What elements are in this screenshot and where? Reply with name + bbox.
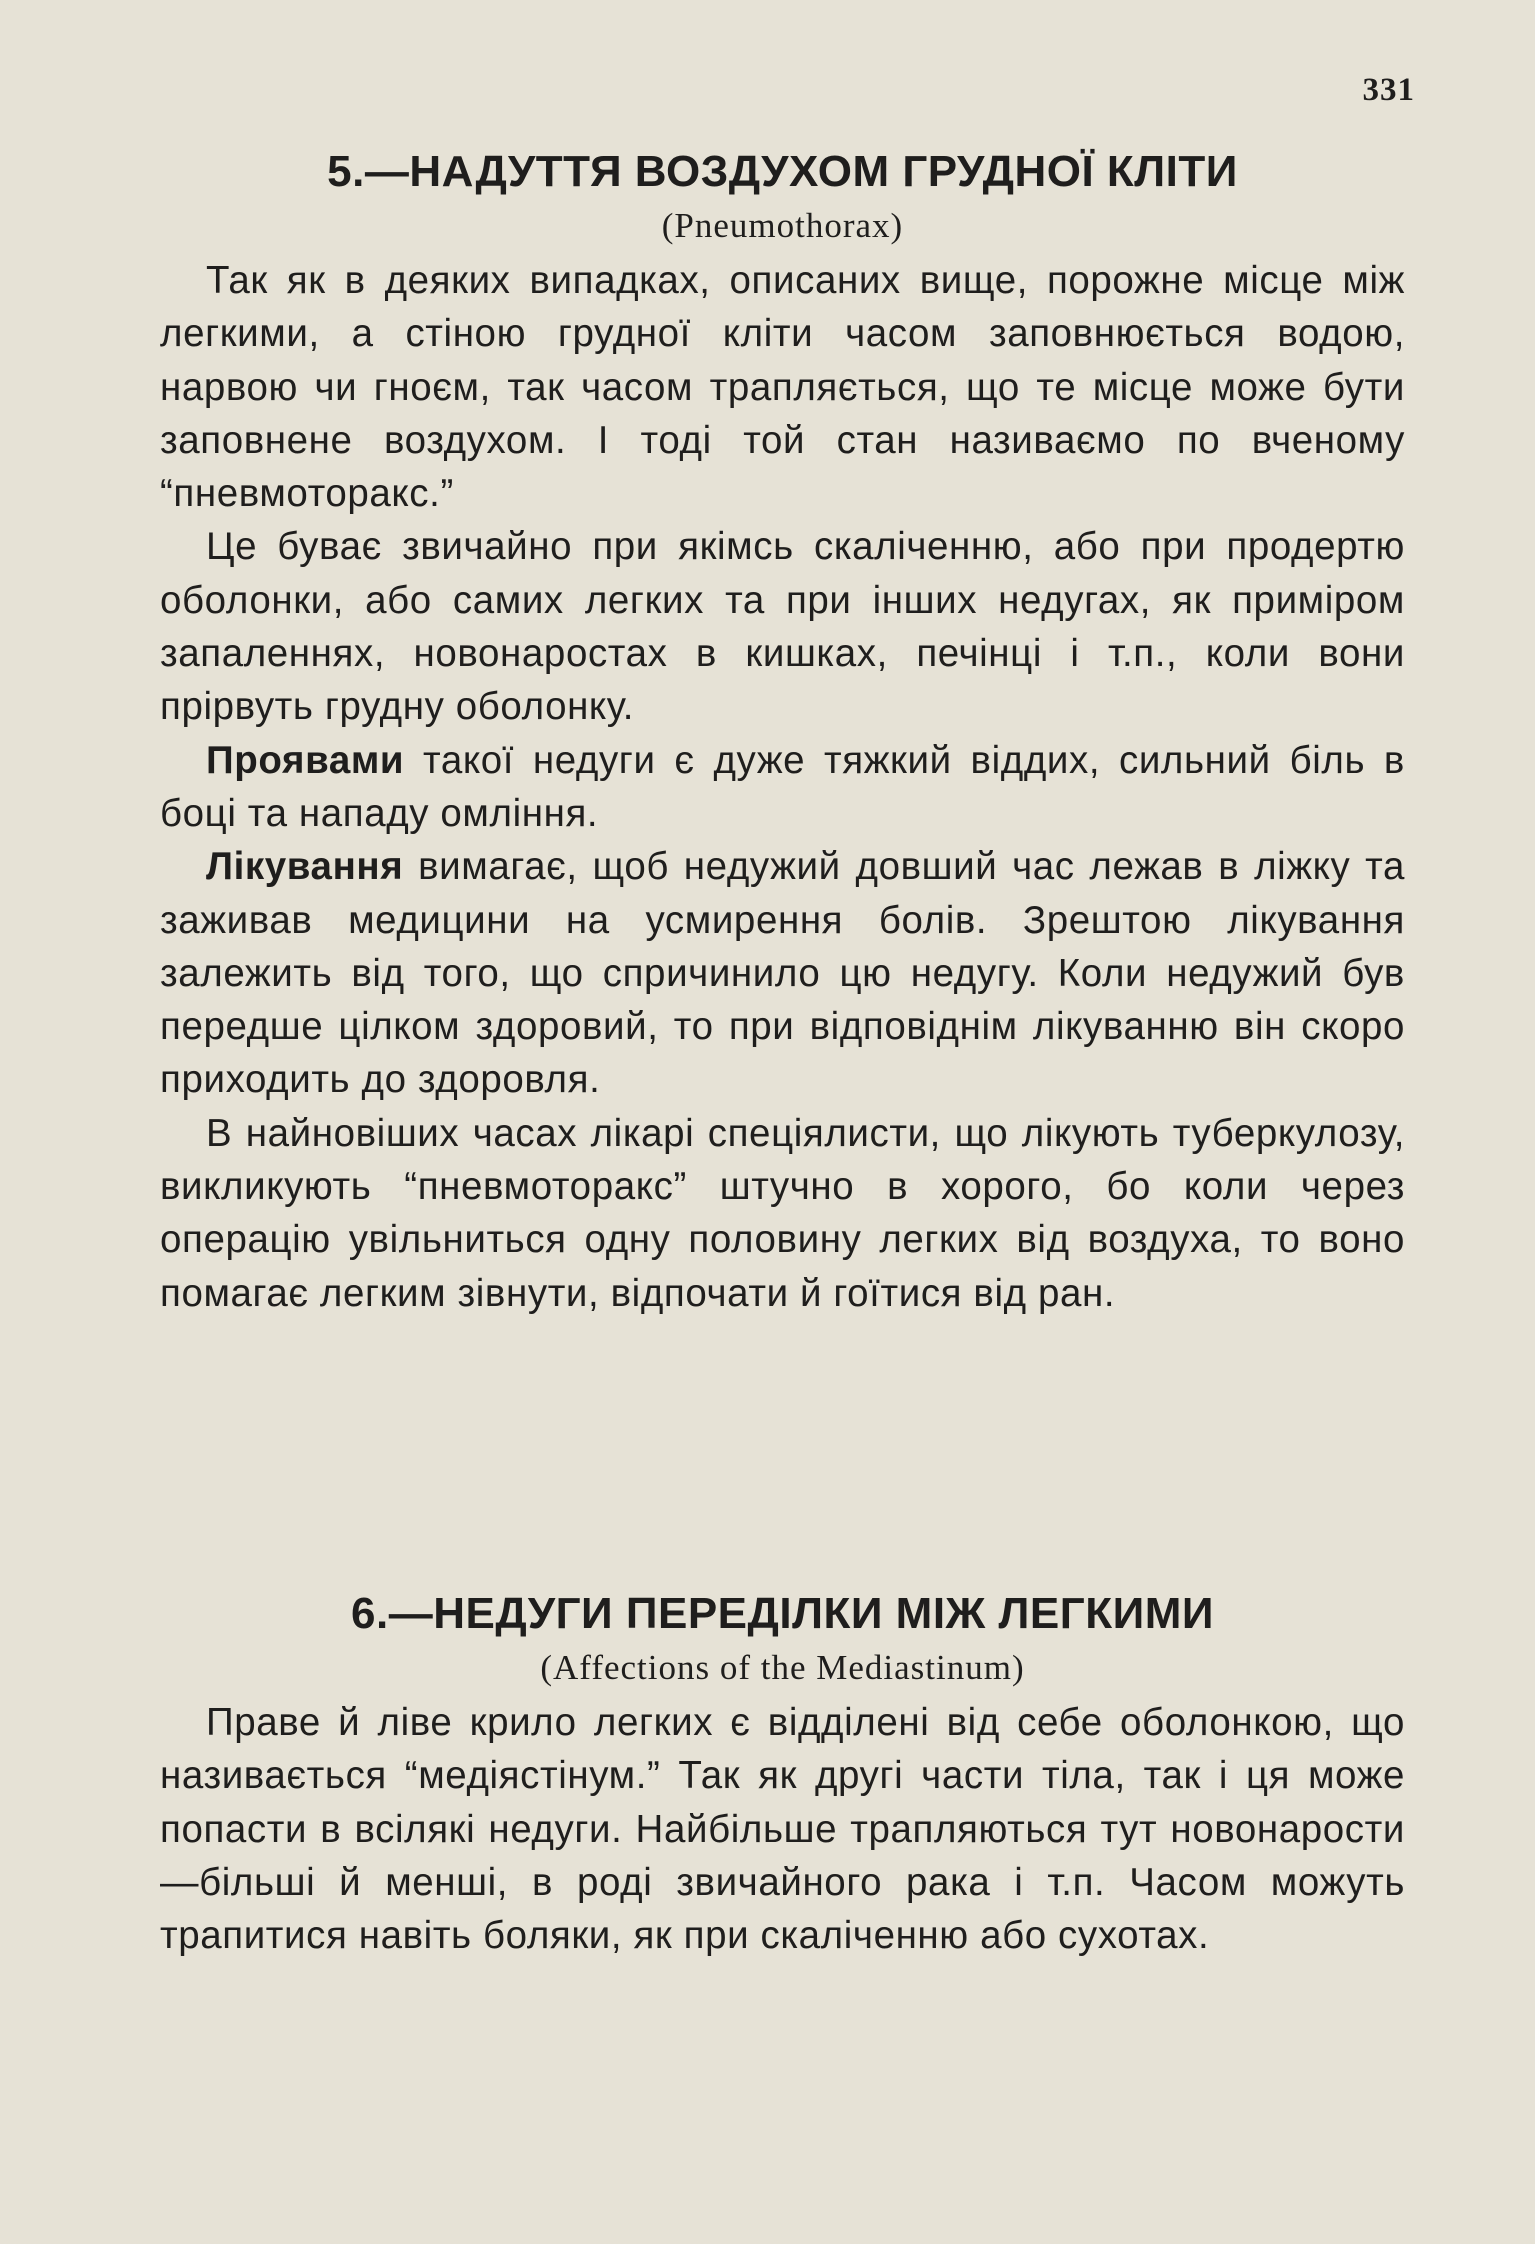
paragraph-text: В найновіших часах лікарі спеціялисти, що лікують туберкулозу, викликують “пневмоторакс” штучно в хорого, бо коли через операцію увільниться одну половину легких від воздуха, то воно помагає легким зівнути, відпочати й гоїтися від ран. [160, 1111, 1405, 1315]
paragraph [160, 254, 1405, 520]
section-heading: 5.—НАДУТТЯ ВОЗДУХОМ ГРУДНОЇ КЛІТИ [327, 147, 1238, 196]
section-subheading: (Affections of the Mediastinum) [540, 1648, 1025, 1687]
section-heading: 6.—НЕДУГИ ПЕРЕДІЛКИ МІЖ ЛЕГКИМИ [351, 1589, 1214, 1638]
paragraph-text: Праве й ліве крило легких є відділені від себе оболонкою, що називається “медіястінум.” Так як другі части тіла, так і ця може попасти в всілякі недуги. Найбільше трапляються тут новонарости—більші й менші, в роді звичайного рака і т.п. Часом можуть трапитися навіть боляки, як при скаліченню або сухотах. [160, 1701, 1405, 1958]
paragraph [160, 520, 1405, 733]
paragraph [160, 840, 1405, 1106]
paragraph [160, 1696, 1405, 1962]
section-pneumothorax [160, 142, 1405, 1320]
paragraph-text: Так як в деяких випадках, описаних вище, порожне місце між легкими, а стіною грудної кліти часом заповнюється водою, нарвою чи гноєм, так часом трапляється, що те місце може бути заповнене воздухом. І тоді той стан називаємо по вченому “пневмоторакс.” [160, 259, 1405, 516]
page-number: 331 [1362, 72, 1415, 108]
paragraph [160, 734, 1405, 841]
section-subheading: (Pneumothorax) [661, 206, 904, 245]
paragraph-text: такої недуги є дуже тяжкий віддих, сильний біль в боці та нападу омління. [160, 738, 1405, 835]
paragraph [160, 1107, 1405, 1320]
paragraph-text: Це буває звичайно при якімсь скаліченню, або при продертю оболонки, або самих легких та при інших недугах, як приміром запаленнях, новонаростах в кишках, печінці і т.п., коли вони прірвуть грудну оболонку. [160, 525, 1405, 729]
section-mediastinum [160, 1584, 1405, 1962]
paragraph-lead: Лікування [206, 845, 404, 889]
paragraph-lead: Проявами [206, 738, 405, 782]
paragraph-text: вимагає, щоб недужий довший час лежав в ліжку та заживав медицини на усмирення болів. Зрештою лікування залежить від того, що спричинило цю недугу. Коли недужий був передше цілком здоровий, то при відповіднім лікуванню він скоро приходить до здоровля. [160, 845, 1405, 1102]
